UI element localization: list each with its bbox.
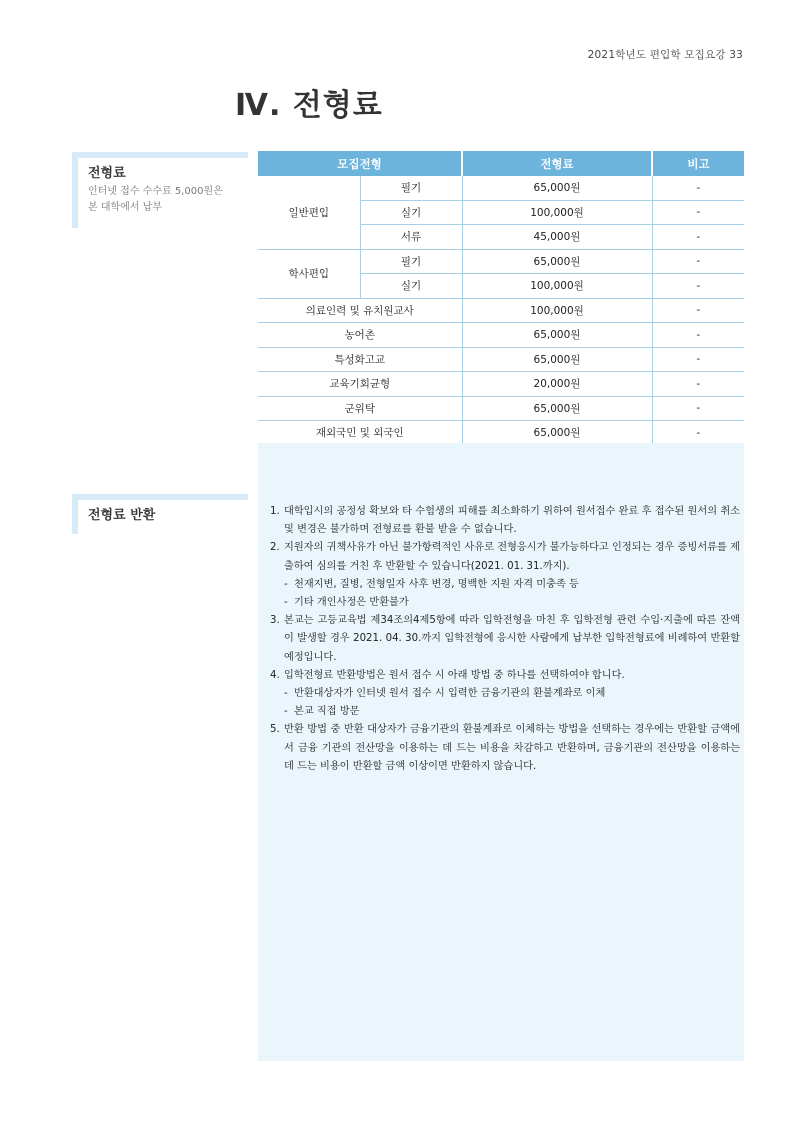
row-subtype: 실기	[360, 200, 462, 225]
list-item: 4. 입학전형료 반환방법은 원서 접수 시 아래 방법 중 하나를 선택하여야 합니다.	[270, 669, 625, 681]
chapter-title: Ⅳ. 전형료	[235, 88, 383, 123]
list-item: 1. 대학입시의 공정성 확보와 타 수험생의 피해를 최소화하기 위하여 원서접수 완료 후 접수된 원서의 취소 및 변경은 불가하며 전형료를 환불 받을 수 없습니다.	[270, 506, 740, 536]
row-category: 특성화고교	[258, 347, 462, 372]
table-row	[258, 347, 744, 372]
list-item: 2. 지원자의 귀책사유가 아닌 불가항력적인 사유로 전형응시가 불가능하다고 인정되는 경우 증빙서류를 제출하여 심의를 거친 후 반환할 수 있습니다(2021. 01. 31.까지).	[270, 542, 740, 572]
refund-section-title: 전형료 반환	[88, 508, 156, 523]
row-subtype: 필기	[360, 176, 462, 200]
fee-section-title: 전형료	[88, 166, 126, 181]
row-note: -	[652, 176, 744, 200]
fee-table-header-admission: 모집전형	[258, 151, 462, 176]
row-note: -	[652, 249, 744, 274]
row-fee: 65,000원	[462, 323, 652, 348]
row-category: 의료인력 및 유치원교사	[258, 298, 462, 323]
list-item: 5. 반환 방법 중 반환 대상자가 금융기관의 환불계좌로 이체하는 방법을 선택하는 경우에는 반환할 금액에서 금융 기관의 전산망을 이용하는 데 드는 비용을 차감하고 반환하며, 금융기관의 전산망을 이용하는 데 드는 비용이 반환할 금액 이상이면 반환하지 않습니다.	[270, 724, 740, 772]
row-note: -	[652, 421, 744, 446]
fee-table	[258, 151, 744, 446]
table-row	[258, 421, 744, 446]
row-category: 학사편입	[258, 249, 360, 298]
running-header: 2021학년도 편입학 모집요강 33	[587, 49, 743, 61]
list-subitem: - 반환대상자가 인터넷 원서 접수 시 입력한 금융기관의 환불계좌로 이체	[284, 688, 606, 700]
row-category: 군위탁	[258, 396, 462, 421]
row-subtype: 실기	[360, 274, 462, 299]
fee-table-header-note: 비고	[652, 151, 744, 176]
fee-sidebar	[72, 152, 248, 228]
row-fee: 100,000원	[462, 274, 652, 299]
row-note: -	[652, 298, 744, 323]
row-note: -	[652, 372, 744, 397]
row-note: -	[652, 274, 744, 299]
row-category: 교육기회균형	[258, 372, 462, 397]
row-note: -	[652, 396, 744, 421]
table-row	[258, 396, 744, 421]
list-subitem: - 천재지변, 질병, 전형일자 사후 변경, 명백한 지원 자격 미충족 등	[284, 578, 579, 590]
row-fee: 20,000원	[462, 372, 652, 397]
row-note: -	[652, 225, 744, 250]
row-subtype: 필기	[360, 249, 462, 274]
row-category: 재외국민 및 외국인	[258, 421, 462, 446]
row-note: -	[652, 323, 744, 348]
fee-section-description: 인터넷 접수 수수료 5,000원은 본 대학에서 납부	[88, 186, 223, 213]
table-row	[258, 323, 744, 348]
table-row	[258, 176, 744, 200]
row-fee: 100,000원	[462, 298, 652, 323]
row-fee: 65,000원	[462, 249, 652, 274]
row-fee: 65,000원	[462, 176, 652, 200]
row-fee: 65,000원	[462, 421, 652, 446]
table-row	[258, 298, 744, 323]
row-category: 농어촌	[258, 323, 462, 348]
list-item: 3. 본교는 고등교육법 제34조의4제5항에 따라 입학전형을 마친 후 입학전형 관련 수입·지출에 따른 잔액이 발생할 경우 2021. 04. 30.까지 입학전형에 응시한 사람에게 납부한 입학전형료에 비례하여 반환할 예정입니다.	[270, 615, 740, 663]
row-fee: 65,000원	[462, 396, 652, 421]
table-row	[258, 372, 744, 397]
row-fee: 65,000원	[462, 347, 652, 372]
row-note: -	[652, 200, 744, 225]
list-subitem: - 본교 직접 방문	[284, 706, 360, 718]
list-subitem: - 기타 개인사정은 반환불가	[284, 597, 409, 609]
row-category: 일반편입	[258, 176, 360, 249]
table-row	[258, 249, 744, 274]
refund-list	[270, 503, 740, 776]
row-note: -	[652, 347, 744, 372]
row-fee: 100,000원	[462, 200, 652, 225]
fee-table-header-fee: 전형료	[462, 151, 652, 176]
row-subtype: 서류	[360, 225, 462, 250]
refund-sidebar	[72, 494, 248, 534]
row-fee: 45,000원	[462, 225, 652, 250]
